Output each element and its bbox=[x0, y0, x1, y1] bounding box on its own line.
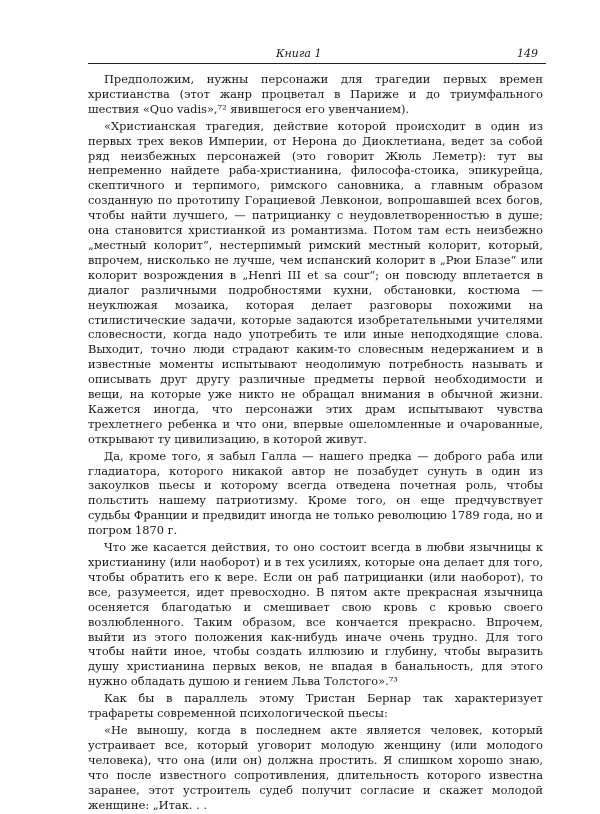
page-number: 149 bbox=[517, 47, 538, 60]
paragraph: Что же касается действия, то оно состоит всегда в любви язычницы к христианину (или наоборот) и в тех усилиях, которые она делает для того, чтобы обратить его к вере. Если он раб патрицианки (или наоборот), то все, разумеется, идет превосходно. В пятом акте прекрасная язычница осеняется благодатью и смешивает свою кровь с кровью своего возлюбленного. Таким образом, все кончается прекрасно. Впрочем, выйти из этого положения как-нибудь иначе очень трудно. Для того чтобы найти иное, чтобы создать иллюзию и глубину, чтобы выразить душу христианина первых веков, не впадая в банальность, для этого нужно обладать душою и гением Льва Толстого».⁷³ bbox=[88, 540, 543, 689]
header-rule bbox=[88, 63, 546, 64]
paragraph: Да, кроме того, я забыл Галла — нашего предка — доброго раба или гладиатора, которого никакой автор не позабудет сунуть в один из закоулков пьесы и которому всегда отведена почетная роль, чтобы польстить нашему патриотизму. Кроме того, он еще предчувствует судьбы Франции и предвидит иногда не только революцию 1789 года, но и погром 1870 г. bbox=[88, 448, 543, 538]
body-text bbox=[88, 72, 543, 814]
running-header bbox=[88, 44, 550, 64]
paragraph: «Христианская трагедия, действие которой происходит в один из первых трех веков Империи, от Нерона до Диоклетиана, ведет за собой ряд неизбежных персонажей (это говорит Жюль Леметр): тут вы непременно найдете раба-христианина, философа-стоика, эпикурейца, скептичного и терпимого, римского сановника, а главным образом созданную по прототипу Горациевой Левконои, вопрошавшей всех богов, чтобы найти лучшего, — патрицианку с неудовлетворенностью в душе; она становится христианкой из романтизма. Потом там есть неизбежно „местный колорит“, нестерпимый римский местный колорит, который, впрочем, нисколько не лучше, чем испанский колорит в „Рюи Блазе“ или колорит возрождения в „Henri III et sa cour“; он повсюду вплетается в диалог различными подробностями кухни, обстановки, костюма — неуклюжая мозаика, которая делает разговоры похожими на стилистические задачи, которые задаются изобретательными учителями словесности, когда надо употребить те или иные неподходящие слова. Выходит, точно люди страдают каким-то словесным недержанием и в известные моменты испытывают неодолимую потребность называть и описывать друг другу различные предметы первой необходимости и вещи, на которые уже никто не обращал внимания в обычной жизни. Кажется иногда, что персонажи этих драм испытывают чувства трехлетнего ребенка и что они, впервые ошеломленные и очарованные, открывают ту цивилизацию, в которой живут. bbox=[88, 118, 543, 446]
running-title: Книга 1 bbox=[276, 47, 322, 60]
paragraph: «Не выношу, когда в последнем акте является человек, который устраивает все, который уговорит молодую женщину (или молодого человека), что она (или он) должна простить. Я слишком хорошо знаю, что после известного сопротивления, длительность которого известна заранее, этот устроитель судеб получит согласие и скажет молодой женщине: „Итак. . . bbox=[88, 722, 543, 812]
paragraph: Как бы в параллель этому Тристан Бернар так характеризует трафареты современной психологической пьесы: bbox=[88, 691, 543, 721]
paragraph: Предположим, нужны персонажи для трагедии первых времен христианства (этот жанр процветал в Париже и до триумфального шествия «Quo vadis»,⁷² явившегося его увенчанием). bbox=[88, 72, 543, 116]
